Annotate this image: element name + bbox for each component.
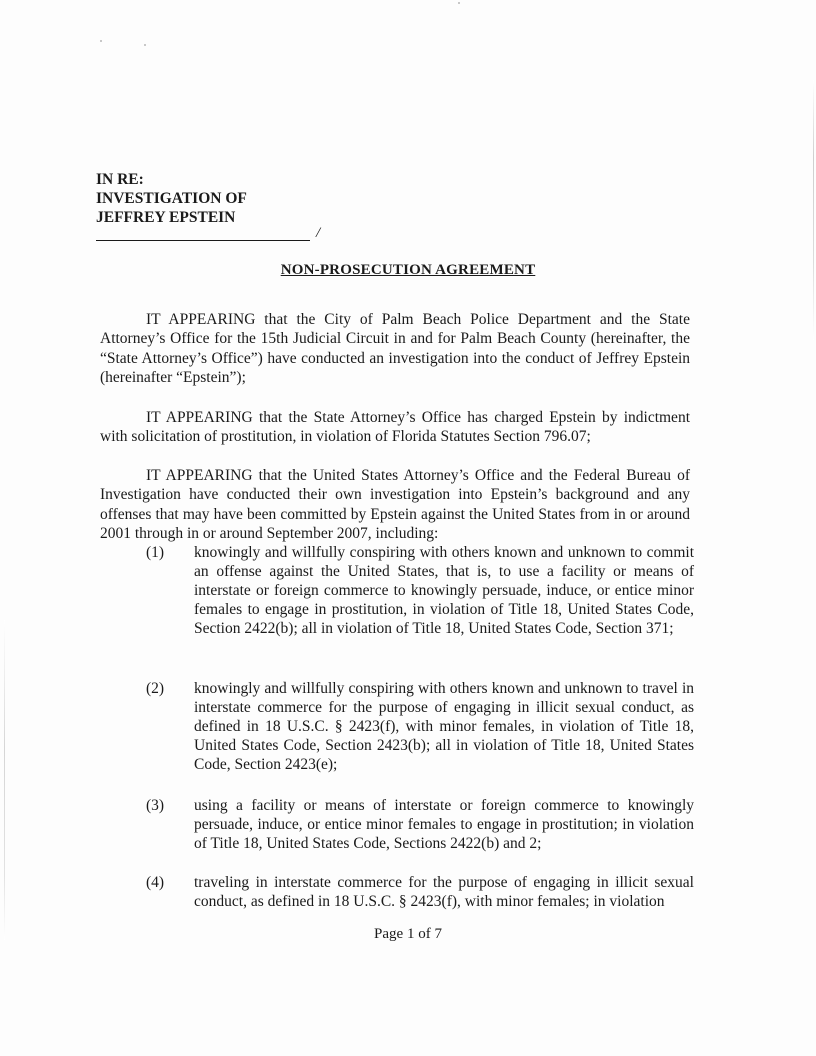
list-item-text: traveling in interstate commerce for the purpose of engaging in illicit sexual conduct, as defined in 18 U.S.C. § 2423(f), with minor females; in violation <box>194 874 694 910</box>
list-item-number: (2) <box>146 680 165 697</box>
list-item-text: using a facility or means of interstate or foreign commerce to knowingly persuade, induce, or entice minor females to engage in prostitution; in violation of Title 18, United States Code, Sections 2422(b) and 2; <box>194 797 694 852</box>
scan-edge <box>4 620 5 940</box>
list-item-number: (4) <box>146 874 165 891</box>
caption-slash: / <box>316 225 321 241</box>
case-caption <box>96 170 247 227</box>
list-item-number: (1) <box>146 544 165 561</box>
caption-line: INVESTIGATION OF <box>96 190 247 207</box>
caption-rule <box>96 224 310 241</box>
list-item-text: knowingly and willfully conspiring with others known and unknown to travel in interstate commerce for the purpose of engaging in illicit sexual conduct, as defined in 18 U.S.C. § 2423(f), with minor females, in violation of Title 18, United States Code, Section 2423(b); all in violation of Title 18, United States Code, Section 2423(e); <box>194 680 694 773</box>
caption-line: IN RE: <box>96 171 144 188</box>
page-number: Page 1 of 7 <box>374 926 442 942</box>
paragraph: IT APPEARING that the United States Attorney’s Office and the Federal Bureau of Investigation have conducted their own investigation into Epstein’s background and any offenses that may have been committed by Epstein against the United States from in or around 2001 through in or around September 2007, including: <box>100 466 690 542</box>
list-item-text: knowingly and willfully conspiring with others known and unknown to commit an offense against the United States, that is, to use a facility or means of interstate or foreign commerce to knowingly persuade, induce, or entice minor females to engage in prostitution, in violation of Title 18, United States Code, Section 2422(b); all in violation of Title 18, United States Code, Section 371; <box>194 544 694 637</box>
scan-speck <box>144 44 146 46</box>
scan-speck <box>458 2 460 4</box>
scan-speck <box>100 40 102 42</box>
document-title: NON-PROSECUTION AGREEMENT <box>280 262 536 278</box>
caption-line: JEFFREY EPSTEIN <box>96 209 236 226</box>
scan-edge <box>813 80 814 340</box>
list-item-number: (3) <box>146 797 165 814</box>
paragraph: IT APPEARING that the City of Palm Beach Police Department and the State Attorney’s Office for the 15th Judicial Circuit in and for Palm Beach County (hereinafter, the “State Attorney’s Office”) have conducted an investigation into the conduct of Jeffrey Epstein (hereinafter “Epstein”); <box>100 310 690 386</box>
paragraph: IT APPEARING that the State Attorney’s Office has charged Epstein by indictment with solicitation of prostitution, in violation of Florida Statutes Section 796.07; <box>100 408 690 445</box>
